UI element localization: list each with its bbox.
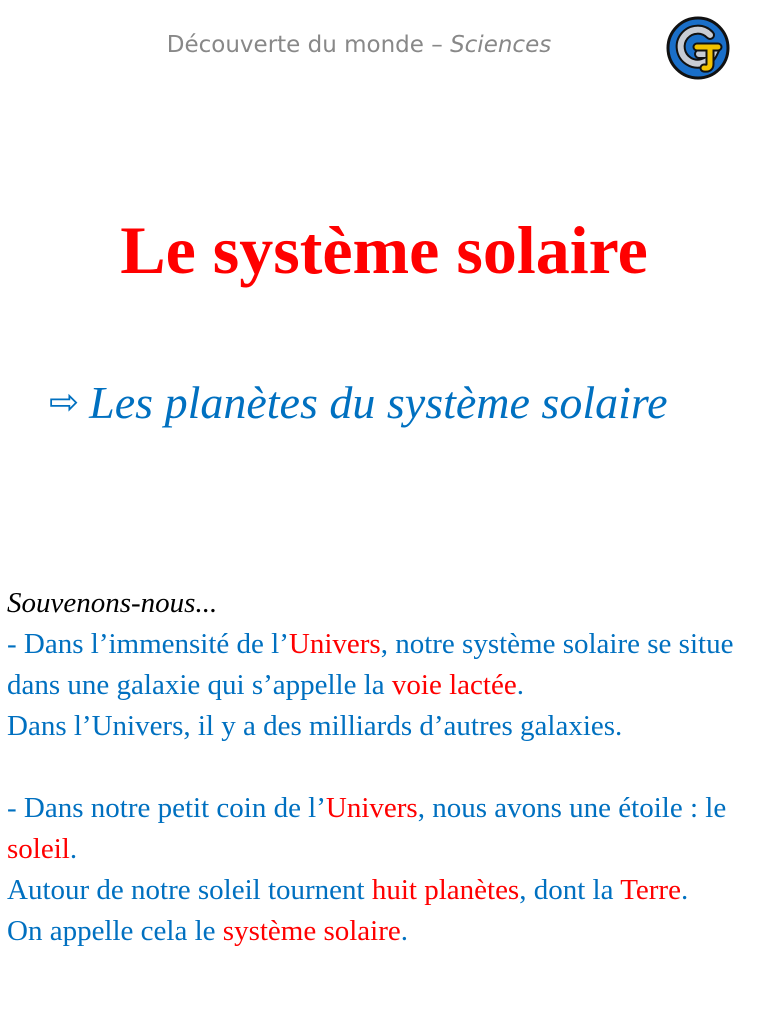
- p2-text-c: .: [69, 833, 78, 865]
- p1-line-galaxies: Dans l’Univers, il y a des milliards d’autres galaxies.: [7, 710, 623, 742]
- gt-logo-icon: [666, 16, 730, 80]
- p1-highlight-univers: Univers: [288, 628, 381, 660]
- subtitle-text: Les planètes du système solaire: [89, 377, 668, 428]
- paragraph-1: [7, 624, 763, 706]
- p1-text-b: , notre système solaire se situe dans une galaxie qui s’appelle la: [7, 628, 734, 701]
- p4-text-g: On appelle cela le: [7, 915, 223, 947]
- p2-text-b: , nous avons une étoile : le: [417, 792, 727, 824]
- p2-text-a: - Dans notre petit coin de l’: [7, 792, 326, 824]
- paragraph-2: [7, 788, 763, 870]
- header-topic: Sciences: [450, 32, 552, 58]
- p3-highlight-huit-planetes: huit planètes: [371, 874, 520, 906]
- arrow-right-icon: ⇨: [49, 382, 80, 423]
- intro-line: Souvenons-nous...: [7, 587, 218, 619]
- p3-highlight-terre: Terre: [620, 874, 681, 906]
- p2-highlight-univers: Univers: [325, 792, 418, 824]
- p1-text-a: - Dans l’immensité de l’: [7, 628, 289, 660]
- paragraph-spacer: [7, 747, 763, 788]
- p1-text-c: .: [516, 669, 524, 701]
- page-header: [0, 32, 718, 58]
- page-title: Le système solaire: [120, 212, 648, 288]
- body-text: [7, 583, 763, 952]
- paragraph-3: [7, 870, 763, 911]
- p4-highlight-systeme-solaire: système solaire: [222, 915, 401, 947]
- header-subject: Découverte du monde –: [166, 32, 451, 58]
- p4-text-h: .: [400, 915, 409, 947]
- p3-text-d: Autour de notre soleil tournent: [7, 874, 372, 906]
- paragraph-4: [7, 911, 763, 952]
- p2-highlight-soleil: soleil: [7, 833, 70, 865]
- p3-text-f: .: [680, 874, 689, 906]
- subtitle: [49, 374, 689, 436]
- p3-text-e: , dont la: [519, 874, 621, 906]
- p1-highlight-voie-lactee: voie lactée: [391, 669, 517, 701]
